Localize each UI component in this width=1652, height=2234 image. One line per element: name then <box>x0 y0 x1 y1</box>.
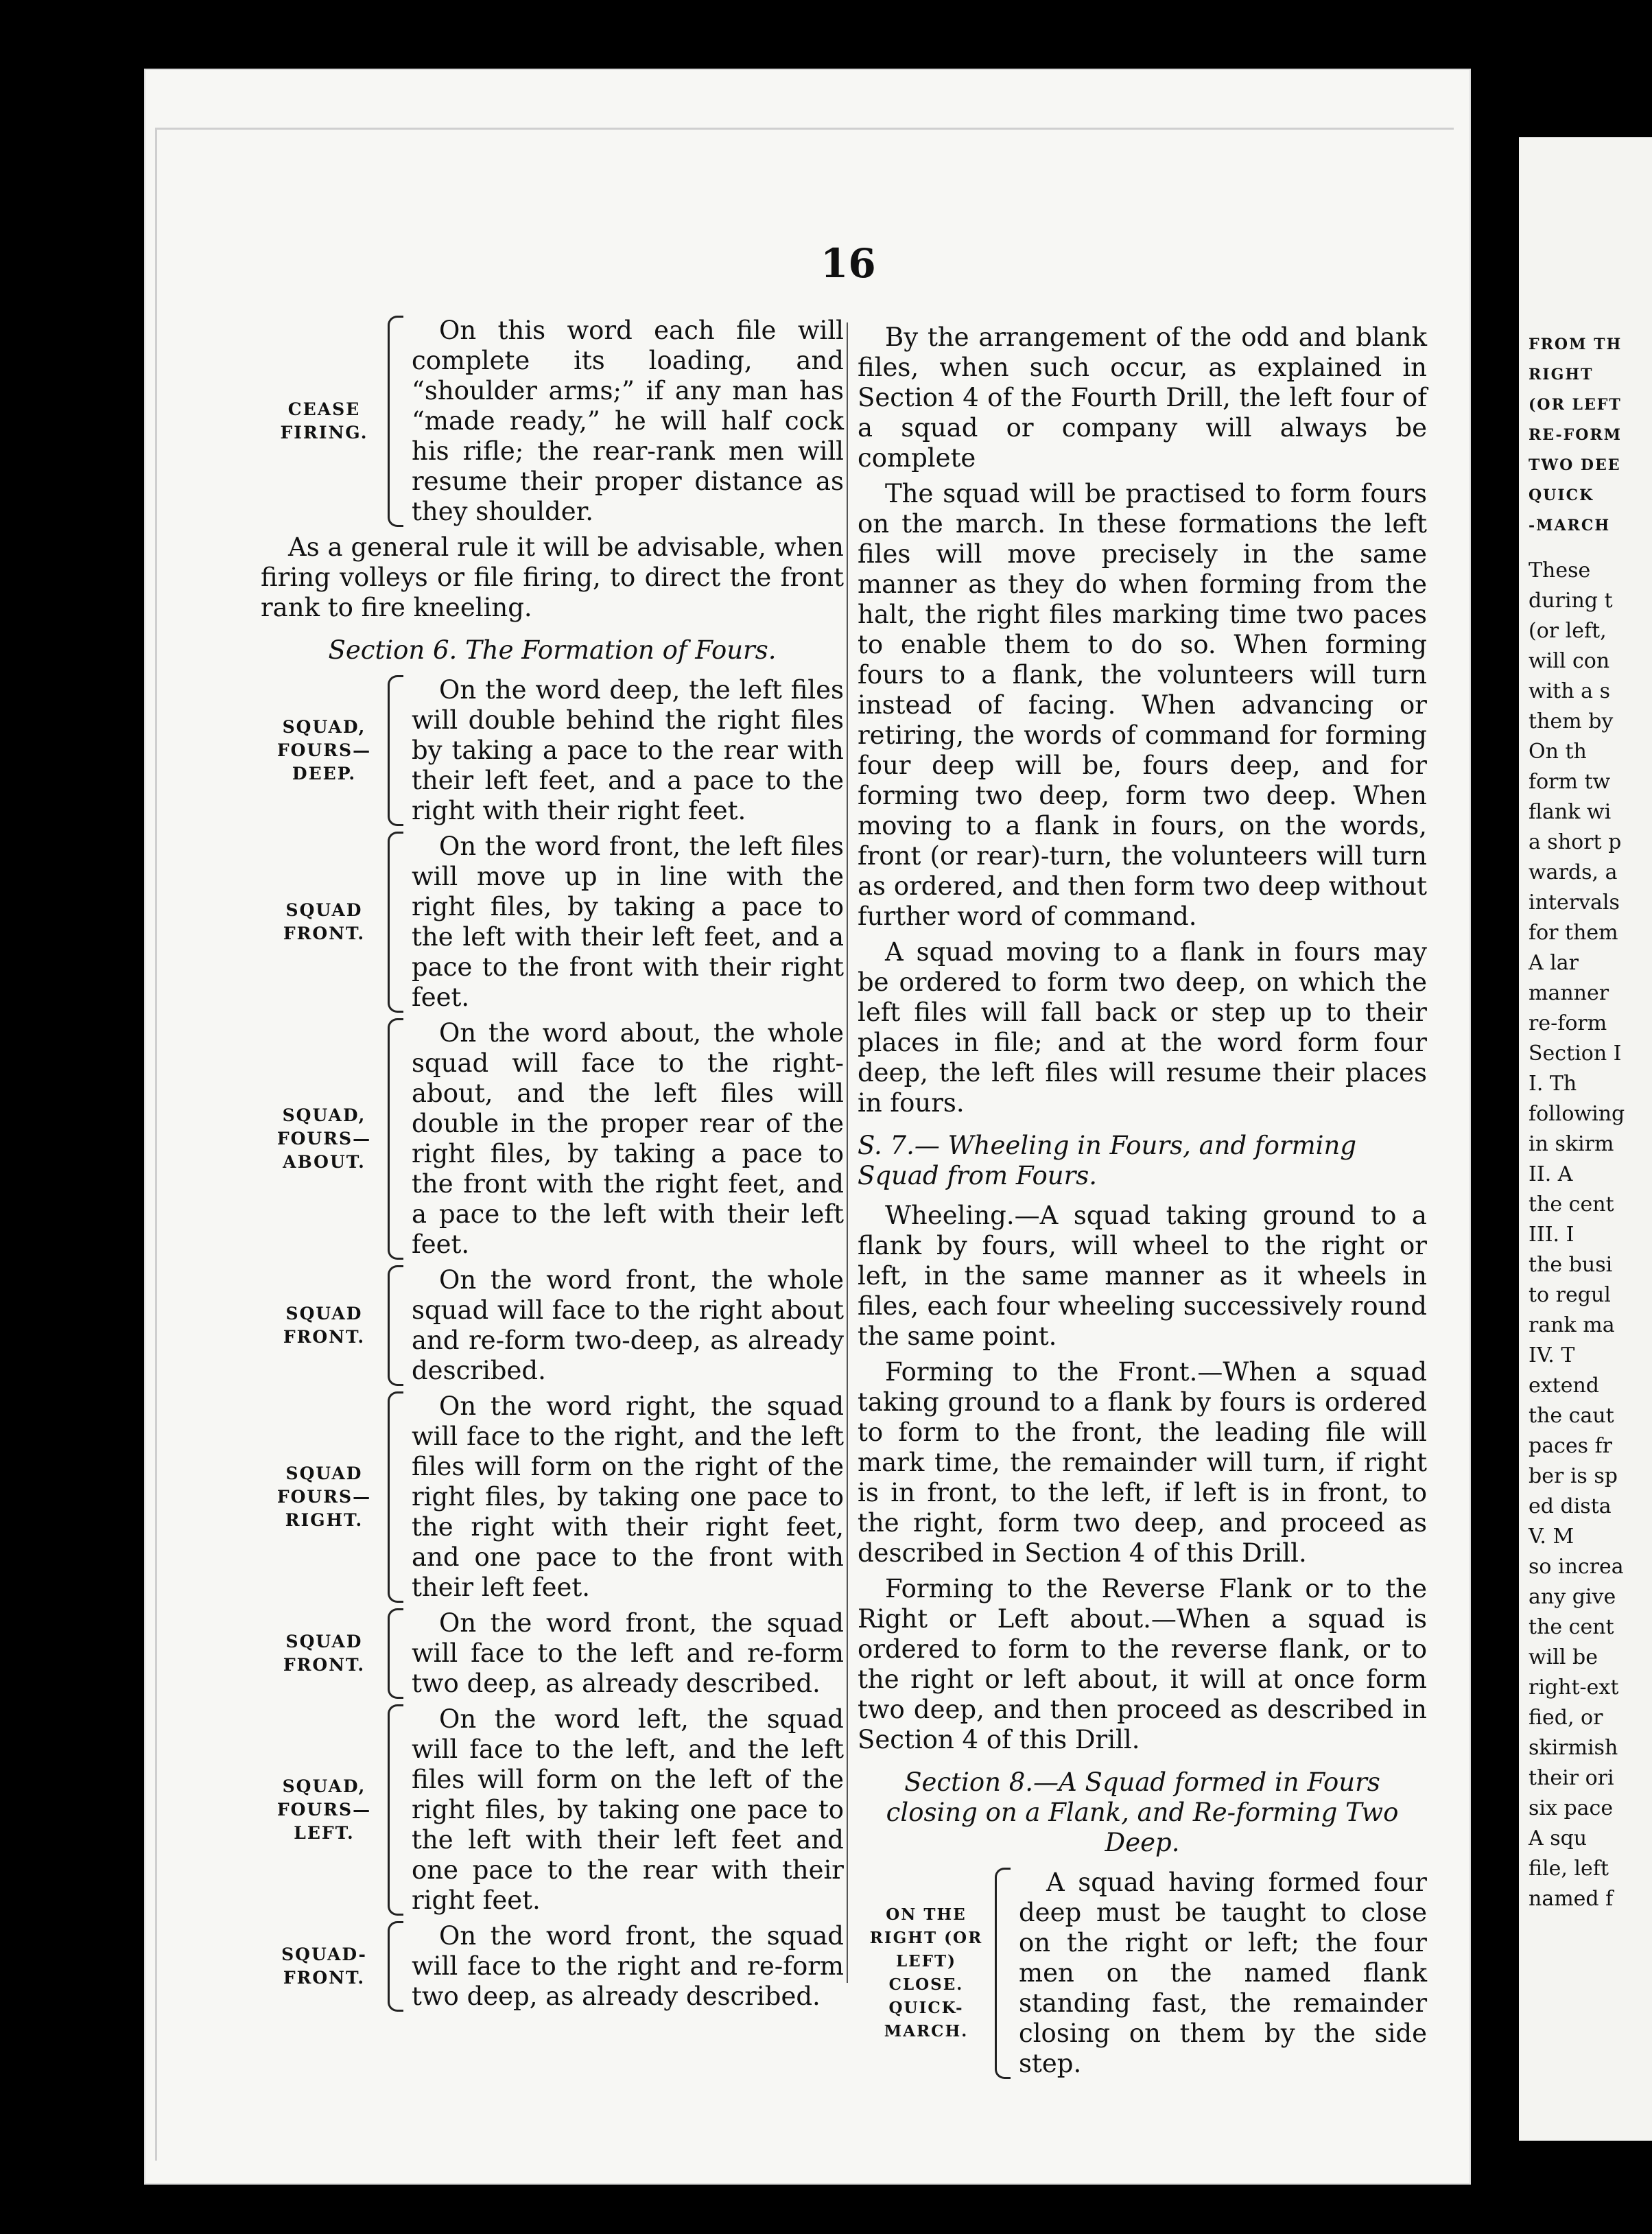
paragraph-fours-on-march: The squad will be practised to form fours on the march. In these formations the left files will move precisely in the same manner as they do when forming from the halt, the right files marking time two paces to enable them to do so. When forming fours to a flank, the volunteers will turn instead of facing. When advancing or retiring, the words of command for forming four deep will be, fours deep, and for forming two deep, form two deep. When moving to a flank in fours, on the words, front (or rear)-turn, the volunteers will turn as ordered, and then form two deep without further word of command. <box>858 479 1427 931</box>
brace-icon <box>995 1868 1011 2079</box>
fragment-text-line: intervals <box>1529 891 1620 915</box>
right-column <box>858 322 1427 2084</box>
fragment-label-line: TWO DEE <box>1529 456 1621 474</box>
fragment-label-line: (OR LEFT <box>1529 396 1622 414</box>
fragment-text-line: them by <box>1529 709 1614 733</box>
fragment-text-line: re-form <box>1529 1011 1607 1035</box>
fragment-text-line: rank ma <box>1529 1313 1615 1337</box>
entry-text: On the word front, the whole squad will face to the right about and re-form two-deep, as already described. <box>412 1265 844 1385</box>
fragment-text-line: the cent <box>1529 1192 1614 1216</box>
margin-label: SQUAD FRONT. <box>283 900 366 943</box>
margin-label: SQUAD, FOURS— DEEP. <box>276 717 372 784</box>
margin-entry-front-3 <box>261 1608 844 1699</box>
section-7-heading: S. 7.— Wheeling in Fours, and forming Squad from Fours. <box>858 1131 1357 1190</box>
margin-label: SQUAD, FOURS— LEFT. <box>276 1776 372 1843</box>
entry-text: On the word right, the squad will face to the right, and the left files will form on the right of the right files, by taking one pace to the right with their right feet, and one pace to the front with their left feet. <box>412 1391 844 1602</box>
fragment-text-line: in skirm <box>1529 1132 1614 1156</box>
fragment-text-line: flank wi <box>1529 800 1612 824</box>
margin-entry-front-1 <box>261 832 844 1013</box>
fragment-text-line: during t <box>1529 589 1613 613</box>
fragment-text-line: wards, a <box>1529 860 1618 884</box>
fragment-text-line: their ori <box>1529 1766 1614 1790</box>
fragment-text-line: These <box>1529 558 1591 583</box>
paragraph-odd-blank-files: By the arrangement of the odd and blank files, when such occur, as explained in Section 4 of the Fourth Drill, the left four of a squad or company will always be complete <box>858 322 1427 473</box>
margin-entry-close-quick-march <box>858 1868 1427 2079</box>
fragment-label-line: -MARCH <box>1529 517 1611 534</box>
next-page-labels <box>1519 329 1622 541</box>
paragraph-wheeling: Wheeling.—A squad taking ground to a flank by fours, will wheel to the right or left, in the same manner as it wheels in files, each four wheeling successively round the same point. <box>858 1201 1427 1351</box>
fragment-text-line: On th <box>1529 740 1587 764</box>
fragment-text-line: I. Th <box>1529 1072 1577 1096</box>
fragment-text-line: any give <box>1529 1585 1616 1609</box>
fragment-text-line: the caut <box>1529 1404 1614 1428</box>
margin-entry-fours-about <box>261 1018 844 1260</box>
paragraph-form-two-deep: A squad moving to a flank in fours may be ordered to form two deep, on which the left files will fall back or step up to their places in file; and at the word form four deep, the left files will resume their places in fours. <box>858 937 1427 1118</box>
fragment-text-line: for them <box>1529 921 1618 945</box>
brace-icon <box>388 832 403 1013</box>
paragraph-forming-front: Forming to the Front.—When a squad taking ground to a flank by fours is ordered to form to the front, the leading file will mark time, the remainder will turn, if right is in front, to the left, if left is in front, to the right, form two deep, and proceed as described in Section 4 of this Drill. <box>858 1357 1427 1568</box>
brace-icon <box>388 1921 403 2012</box>
fragment-text-line: A lar <box>1529 951 1579 975</box>
margin-entry-front-2 <box>261 1265 844 1386</box>
entry-text: On the word about, the whole squad will face to the right-about, and the left files will double in the proper rear of the right files, by taking a pace to the front with the right feet, and a pace to the left with their left feet. <box>412 1018 844 1259</box>
left-column <box>261 316 844 2017</box>
fragment-text-line: Section I <box>1529 1042 1622 1066</box>
fragment-text-line: a short p <box>1529 830 1622 854</box>
fragment-label-line: QUICK <box>1529 486 1594 504</box>
entry-text: On the word front, the squad will face to the left and re-form two deep, as already described. <box>412 1608 844 1698</box>
fragment-text-line: following <box>1529 1102 1625 1126</box>
margin-entry-fours-right <box>261 1391 844 1603</box>
fragment-label-line: RE-FORM <box>1529 426 1622 444</box>
column-divider <box>847 322 848 1983</box>
fragment-text-line: ber is sp <box>1529 1464 1618 1488</box>
entry-text: On the word deep, the left files will double behind the right files by taking a pace to the rear with their left feet, and a pace to the right with their right feet. <box>412 675 844 825</box>
fragment-text-line: IV. T <box>1529 1343 1575 1367</box>
section-6-heading: Section 6. The Formation of Fours. <box>328 635 777 665</box>
fragment-label-line: RIGHT <box>1529 366 1594 384</box>
fragment-text-line: will be <box>1529 1645 1598 1669</box>
fragment-text-line: skirmish <box>1529 1736 1618 1760</box>
margin-label: SQUAD FOURS— RIGHT. <box>276 1463 372 1530</box>
entry-text: A squad having formed four deep must be taught to close on the right or left; the four men on the named flank standing fast, the remainder closing on them by the side step. <box>1019 1868 1427 2078</box>
entry-text: On this word each file will complete its loading, and “shoulder arms;” if any man has “made ready,” he will half cock his rifle; the rear-rank men will resume their proper distance as they shoulder. <box>412 316 844 526</box>
fragment-text-line: right-ext <box>1529 1676 1619 1700</box>
fragment-text-line: to regul <box>1529 1283 1611 1307</box>
fragment-text-line: the cent <box>1529 1615 1614 1639</box>
fragment-text-line: II. A <box>1529 1162 1573 1186</box>
margin-label: SQUAD FRONT. <box>283 1632 366 1675</box>
brace-icon <box>388 1018 403 1260</box>
fragment-text-line: A squ <box>1529 1826 1588 1850</box>
margin-entry-fours-deep <box>261 675 844 826</box>
entry-text: On the word left, the squad will face to the left, and the left files will form on the left of the right files, by taking one pace to the left with their left feet and one pace to the rear with their right feet. <box>412 1704 844 1915</box>
margin-label: SQUAD- FRONT. <box>281 1944 367 1988</box>
fragment-text-line: will con <box>1529 649 1610 673</box>
margin-entry-fours-left <box>261 1704 844 1916</box>
paragraph-forming-reverse: Forming to the Reverse Flank or to the Right or Left about.—When a squad is ordered to form to the reverse flank, or to the right or left about, it will at once form two deep, and then proceed as described in Section 4 of this Drill. <box>858 1574 1427 1754</box>
fragment-text-line: extend <box>1529 1374 1600 1398</box>
margin-label: SQUAD FRONT. <box>283 1304 366 1347</box>
fragment-text-line: form tw <box>1529 770 1611 794</box>
fragment-text-line: V. M <box>1529 1525 1574 1549</box>
entry-text: On the word front, the left files will move up in line with the right files, by taking a pace to the left with their left feet, and a pace to the front with their right feet. <box>412 832 844 1012</box>
brace-icon <box>388 316 403 527</box>
fragment-text-line: with a s <box>1529 679 1611 703</box>
fragment-text-line: fied, or <box>1529 1706 1603 1730</box>
general-rule-paragraph: As a general rule it will be advisable, when firing volleys or file firing, to direct the front rank to fire kneeling. <box>261 532 844 622</box>
margin-label: SQUAD, FOURS— ABOUT. <box>276 1105 372 1172</box>
fragment-label-line: FROM TH <box>1529 336 1622 353</box>
brace-icon <box>388 1391 403 1603</box>
margin-label: CEASE FIRING. <box>280 399 368 443</box>
fragment-text-line: III. I <box>1529 1223 1574 1247</box>
fragment-text-line: file, left <box>1529 1857 1609 1881</box>
next-page-fragment <box>1519 137 1652 2141</box>
margin-entry-front-4 <box>261 1921 844 2012</box>
fragment-text-line: so increa <box>1529 1555 1624 1579</box>
next-page-text <box>1519 556 1625 1914</box>
fragment-text-line: manner <box>1529 981 1609 1005</box>
brace-icon <box>388 675 403 826</box>
fragment-text-line: named f <box>1529 1887 1614 1911</box>
margin-entry-cease-firing <box>261 316 844 527</box>
fragment-text-line: six pace <box>1529 1796 1614 1820</box>
fragment-text-line: paces fr <box>1529 1434 1613 1458</box>
brace-icon <box>388 1608 403 1699</box>
brace-icon <box>388 1265 403 1386</box>
fragment-text-line: (or left, <box>1529 619 1607 643</box>
brace-icon <box>388 1704 403 1916</box>
entry-text: On the word front, the squad will face to the right and re-form two deep, as already described. <box>412 1921 844 2011</box>
margin-label: ON THE RIGHT (OR LEFT) CLOSE. QUICK- MARCH. <box>869 1905 983 2041</box>
section-8-heading: Section 8.—A Squad formed in Fours closing on a Flank, and Re-forming Two Deep. <box>886 1767 1399 1857</box>
fragment-text-line: ed dista <box>1529 1494 1612 1518</box>
page-number: 16 <box>821 240 876 287</box>
fragment-text-line: the busi <box>1529 1253 1613 1277</box>
